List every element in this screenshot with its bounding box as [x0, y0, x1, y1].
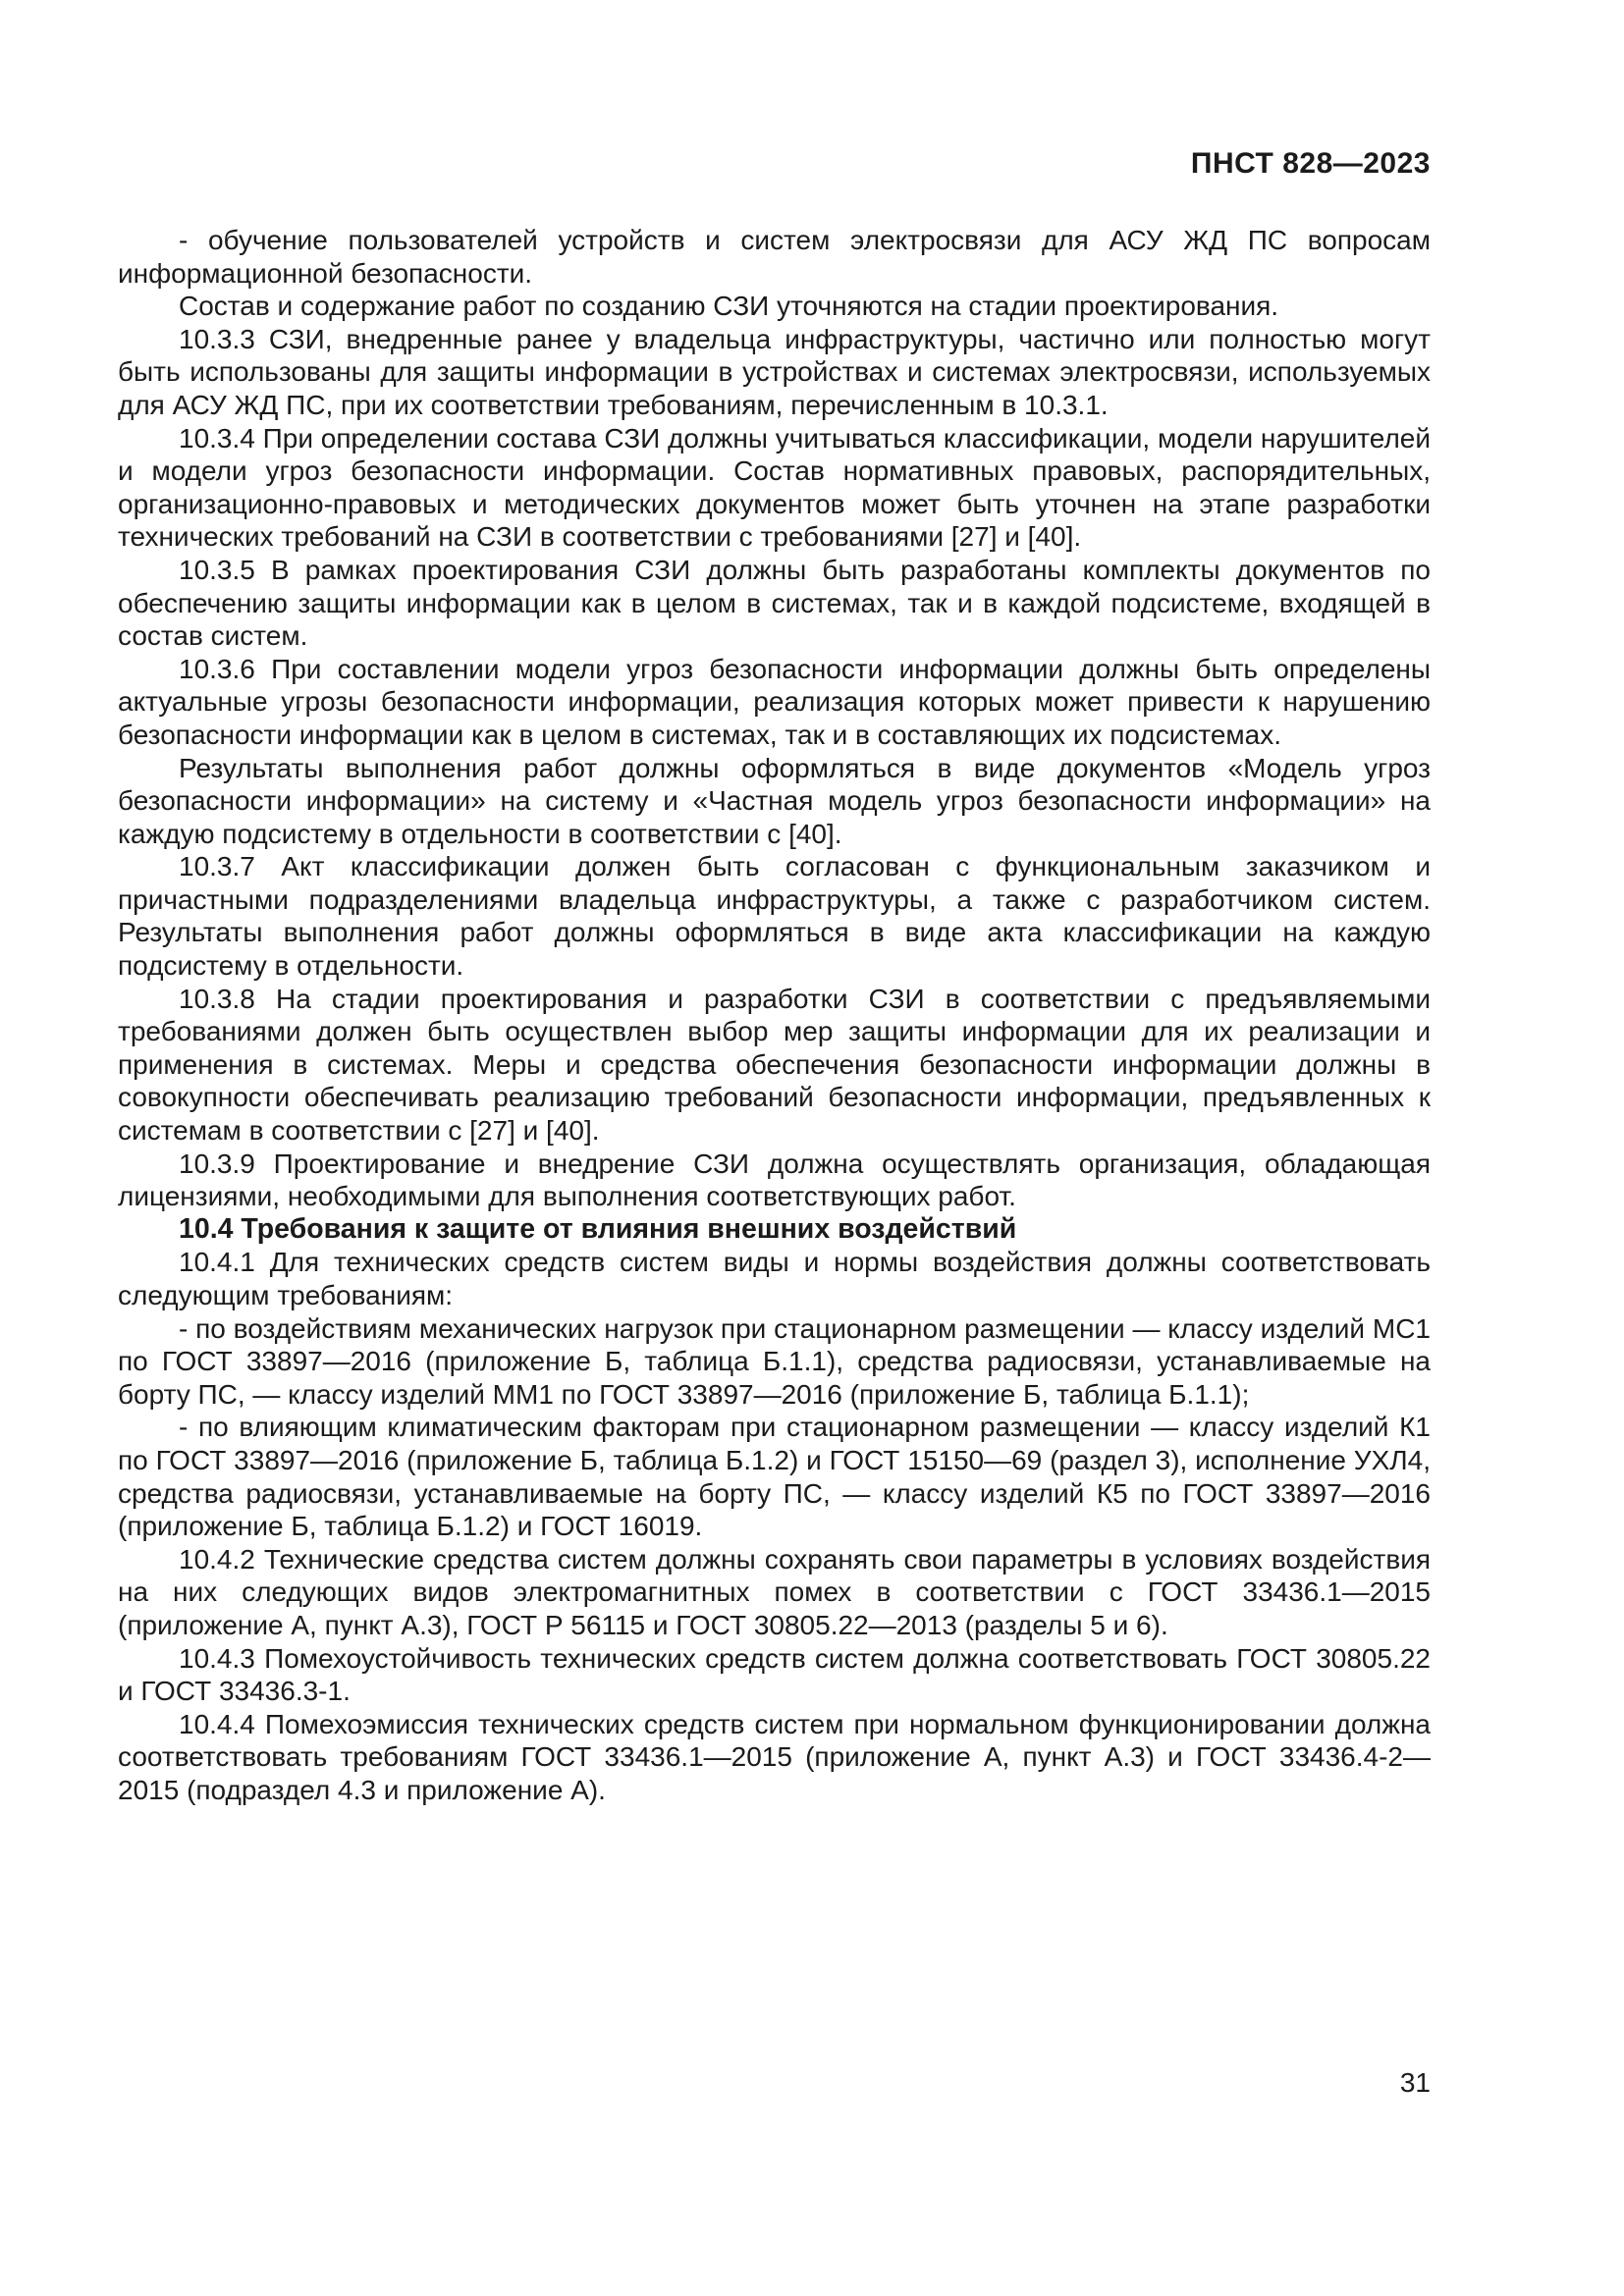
paragraph: 10.4.2 Технические средства систем должны сохранять свои параметры в условиях воздействия на них следующих видов электромагнитных помех в соответствии с ГОСТ 33436.1—2015 (приложение А, пункт А.3), ГОСТ Р 56115 и ГОСТ 30805.22—2013 (разделы 5 и 6).: [118, 1543, 1431, 1640]
page-number: 31: [1399, 2067, 1431, 2098]
paragraph: Результаты выполнения работ должны оформляться в виде документов «Модель угроз безопасности информации» на систему и «Частная модель угроз безопасности информации» на каждую подсистему в отдельности в соответствии с [40].: [118, 752, 1431, 849]
section-heading-10-4: 10.4 Требования к защите от влияния внешних воздействий: [179, 1212, 1017, 1245]
document-code-header: ПНСТ 828—2023: [1190, 147, 1431, 180]
paragraph: 10.3.8 На стадии проектирования и разработки СЗИ в соответствии с предъявляемыми требованиями должен быть осуществлен выбор мер защиты информации для их реализации и применения в системах. Меры и средства обеспечения безопасности информации должны в совокупности обеспечивать реализацию требований безопасности информации, предъявленных к системам в соответствии с [27] и [40].: [118, 983, 1431, 1147]
paragraph: - по воздействиям механических нагрузок при стационарном размещении — классу изделий МС1 по ГОСТ 33897—2016 (приложение Б, таблица Б.1.1), средства радиосвязи, устанавливаемые на борту ПС, — классу изделий ММ1 по ГОСТ 33897—2016 (приложение Б, таблица Б.1.1);: [118, 1312, 1431, 1410]
paragraph: 10.4.4 Помехоэмиссия технических средств систем при нормальном функционировании должна соответствовать требованиям ГОСТ 33436.1—2015 (приложение А, пункт А.3) и ГОСТ 33436.4-2—2015 (подраздел 4.3 и приложение А).: [118, 1708, 1431, 1805]
paragraph: 10.4.1 Для технических средств систем виды и нормы воздействия должны соответствовать следующим требованиям:: [118, 1247, 1431, 1310]
paragraph: 10.3.6 При составлении модели угроз безопасности информации должны быть определены актуальные угрозы безопасности информации, реализация которых может привести к нарушению безопасности информации как в целом в системах, так и в составляющих их подсистемах.: [118, 653, 1431, 750]
paragraph: 10.3.3 СЗИ, внедренные ранее у владельца инфраструктуры, частично или полностью могут быть использованы для защиты информации в устройствах и системах электросвязи, используемых для АСУ ЖД ПС, при их соответствии требованиям, перечисленным в 10.3.1.: [118, 323, 1431, 420]
paragraph: - обучение пользователей устройств и систем электросвязи для АСУ ЖД ПС вопросам информационной безопасности.: [118, 225, 1431, 289]
paragraph: 10.4.3 Помехоустойчивость технических средств систем должна соответствовать ГОСТ 30805.22 и ГОСТ 33436.3-1.: [118, 1642, 1431, 1707]
paragraph: - по влияющим климатическим факторам при стационарном размещении — классу изделий К1 по ГОСТ 33897—2016 (приложение Б, таблица Б.1.2) и ГОСТ 15150—69 (раздел 3), исполнение УХЛ4, средства радиосвязи, устанавливаемые на борту ПС, — классу изделий К5 по ГОСТ 33897—2016 (приложение Б, таблица Б.1.2) и ГОСТ 16019.: [118, 1412, 1431, 1542]
paragraph: 10.3.9 Проектирование и внедрение СЗИ должна осуществлять организация, обладающая лицензиями, необходимыми для выполнения соответствующих работ.: [118, 1148, 1431, 1212]
paragraph: 10.3.4 При определении состава СЗИ должны учитываться классификации, модели нарушителей и модели угроз безопасности информации. Состав нормативных правовых, распорядительных, организационно-правовых и методических документов может быть уточнен на этапе разработки технических требований на СЗИ в соответствии с требованиями [27] и [40].: [118, 422, 1431, 553]
document-body: [118, 224, 1431, 1807]
paragraph: 10.3.7 Акт классификации должен быть согласован с функциональным заказчиком и причастными подразделениями владельца инфраструктуры, а также с разработчиком систем. Результаты выполнения работ должны оформляться в виде акта классификации на каждую подсистему в отдельности.: [118, 851, 1431, 982]
paragraph: 10.3.5 В рамках проектирования СЗИ должны быть разработаны комплекты документов по обеспечению защиты информации как в целом в системах, так и в каждой подсистеме, входящей в состав систем.: [118, 554, 1431, 652]
paragraph: Состав и содержание работ по созданию СЗИ уточняются на стадии проектирования.: [179, 291, 1279, 322]
